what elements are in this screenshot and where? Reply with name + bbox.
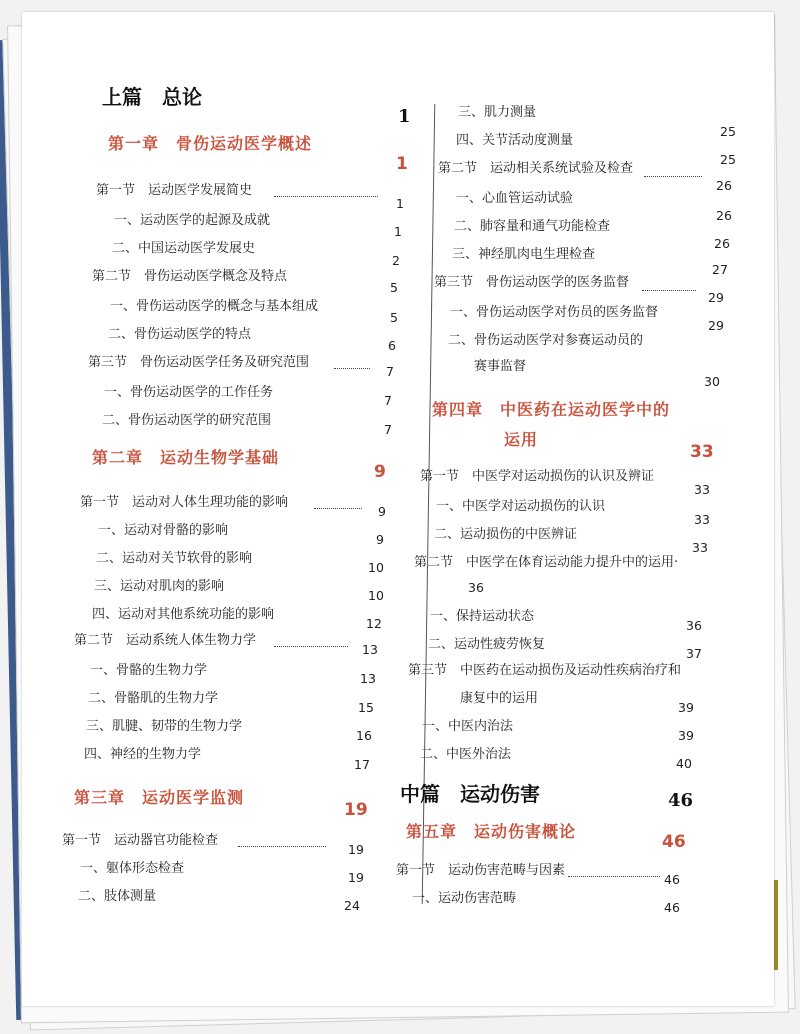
subsection-title: 一、中医内治法 [422, 719, 514, 734]
page-number: 15 [358, 700, 374, 715]
page-number: 6 [388, 338, 396, 353]
page-number: 29 [708, 290, 724, 305]
page-number: 36 [686, 618, 702, 633]
page-number: 46 [664, 872, 680, 887]
subsection-title: 二、骨骼肌的生物力学 [88, 691, 219, 706]
subsection-title: 三、运动对肌肉的影响 [94, 579, 225, 594]
page-number: 46 [664, 900, 680, 915]
subsection-title: 二、骨伤运动医学对参赛运动员的 [448, 333, 644, 348]
section-title: 第二节 运动系统人体生物力学 [74, 633, 257, 648]
page-number: 39 [678, 728, 694, 743]
subsection-title: 三、肌腱、韧带的生物力学 [86, 719, 243, 734]
subsection-title: 一、躯体形态检查 [80, 861, 185, 876]
dot-leader [274, 646, 348, 647]
page-number: 1 [396, 196, 404, 211]
page-number: 9 [378, 504, 386, 519]
dot-leader [334, 368, 370, 369]
subsection-title: 一、保持运动状态 [430, 609, 535, 624]
page-number: 26 [716, 178, 732, 193]
page-number: 7 [384, 393, 392, 408]
page-number: 36 [468, 580, 484, 595]
subsection-title: 三、神经肌肉电生理检查 [452, 247, 596, 262]
subsection-title: 四、神经的生物力学 [84, 747, 202, 762]
subsection-title: 二、运动对关节软骨的影响 [96, 551, 253, 566]
page-number: 1 [398, 106, 411, 127]
page-number: 17 [354, 757, 370, 772]
subsection-title: 二、运动损伤的中医辨证 [434, 527, 578, 542]
page-number: 24 [344, 898, 360, 913]
subsection-title-continued: 赛事监督 [474, 359, 527, 374]
page-number: 30 [704, 374, 720, 389]
page-number: 19 [348, 870, 364, 885]
section-title: 第一节 运动伤害范畴与因素 [396, 863, 566, 878]
page-number: 26 [714, 236, 730, 251]
dot-leader [644, 176, 702, 177]
page-number: 10 [368, 588, 384, 603]
dot-leader [568, 876, 660, 877]
page-number: 13 [362, 642, 378, 657]
page-number: 26 [716, 208, 732, 223]
chapter-page-number: 19 [344, 800, 368, 820]
page-number: 13 [360, 671, 376, 686]
chapter-title: 第四章 中医药在运动医学中的 [432, 400, 671, 419]
subsection-title: 二、中医外治法 [420, 747, 512, 762]
page-number: 25 [720, 152, 736, 167]
page-number: 7 [386, 364, 394, 379]
page-number: 9 [376, 532, 384, 547]
subsection-title: 二、中国运动医学发展史 [112, 241, 256, 256]
dot-leader [314, 508, 362, 509]
subsection-title: 一、运动医学的起源及成就 [114, 213, 271, 228]
page-number: 12 [366, 616, 382, 631]
dot-leader [238, 846, 326, 847]
section-title: 第二节 骨伤运动医学概念及特点 [92, 269, 288, 284]
section-title: 第一节 运动器官功能检查 [62, 833, 219, 848]
section-title: 第一节 运动医学发展简史 [96, 183, 253, 198]
subsection-title: 一、心血管运动试验 [456, 191, 574, 206]
dot-leader [274, 196, 378, 197]
page-number: 10 [368, 560, 384, 575]
section-title-continued: 康复中的运用 [460, 691, 539, 706]
subsection-title: 三、肌力测量 [458, 105, 537, 120]
page-number: 46 [668, 790, 694, 811]
page-number: 5 [390, 310, 398, 325]
page-number: 2 [392, 253, 400, 268]
subsection-title: 一、骨伤运动医学的概念与基本组成 [110, 299, 319, 314]
page-number: 16 [356, 728, 372, 743]
chapter-title: 第一章 骨伤运动医学概述 [108, 134, 313, 153]
page-number: 33 [694, 512, 710, 527]
subsection-title: 一、运动对骨骼的影响 [98, 523, 229, 538]
page-number: 33 [694, 482, 710, 497]
part-title: 上篇 总论 [102, 85, 202, 109]
chapter-page-number: 33 [690, 442, 714, 462]
subsection-title: 二、运动性疲劳恢复 [428, 637, 546, 652]
chapter-title: 第三章 运动医学监测 [74, 788, 245, 807]
subsection-title: 二、肢体测量 [78, 889, 157, 904]
chapter-page-number: 1 [396, 154, 408, 174]
page-number: 5 [390, 280, 398, 295]
part-title: 中篇 运动伤害 [400, 782, 540, 806]
subsection-title: 一、中医学对运动损伤的认识 [436, 499, 606, 514]
subsection-title: 二、骨伤运动医学的特点 [108, 327, 252, 342]
subsection-title: 一、运动伤害范畴 [412, 891, 517, 906]
section-title: 第三节 骨伤运动医学任务及研究范围 [88, 355, 310, 370]
section-title: 第二节 运动相关系统试验及检查 [438, 161, 634, 176]
page-number: 40 [676, 756, 692, 771]
subsection-title: 一、骨伤运动医学的工作任务 [104, 385, 274, 400]
page-number: 19 [348, 842, 364, 857]
toc-page [22, 12, 774, 1006]
subsection-title: 二、肺容量和通气功能检查 [454, 219, 611, 234]
page-number: 27 [712, 262, 728, 277]
chapter-title-continued: 运用 [504, 430, 539, 449]
subsection-title: 一、骨伤运动医学对伤员的医务监督 [450, 305, 659, 320]
section-title: 第二节 中医学在体育运动能力提升中的运用· [414, 555, 679, 570]
section-title: 第三节 中医药在运动损伤及运动性疾病治疗和 [408, 663, 682, 678]
section-title: 第一节 运动对人体生理功能的影响 [80, 495, 289, 510]
page-number: 29 [708, 318, 724, 333]
subsection-title: 四、关节活动度测量 [456, 133, 574, 148]
subsection-title: 二、骨伤运动医学的研究范围 [102, 413, 272, 428]
page-number: 37 [686, 646, 702, 661]
chapter-page-number: 46 [662, 832, 686, 852]
chapter-title: 第五章 运动伤害概论 [406, 822, 577, 841]
subsection-title: 一、骨骼的生物力学 [90, 663, 208, 678]
page-number: 7 [384, 422, 392, 437]
page-number: 25 [720, 124, 736, 139]
subsection-title: 四、运动对其他系统功能的影响 [92, 607, 275, 622]
page-number: 33 [692, 540, 708, 555]
section-title: 第三节 骨伤运动医学的医务监督 [434, 275, 630, 290]
chapter-page-number: 9 [374, 462, 386, 482]
dot-leader [642, 290, 696, 291]
page-number: 1 [394, 224, 402, 239]
page-number: 39 [678, 700, 694, 715]
chapter-title: 第二章 运动生物学基础 [92, 448, 280, 467]
section-title: 第一节 中医学对运动损伤的认识及辨证 [420, 469, 655, 484]
